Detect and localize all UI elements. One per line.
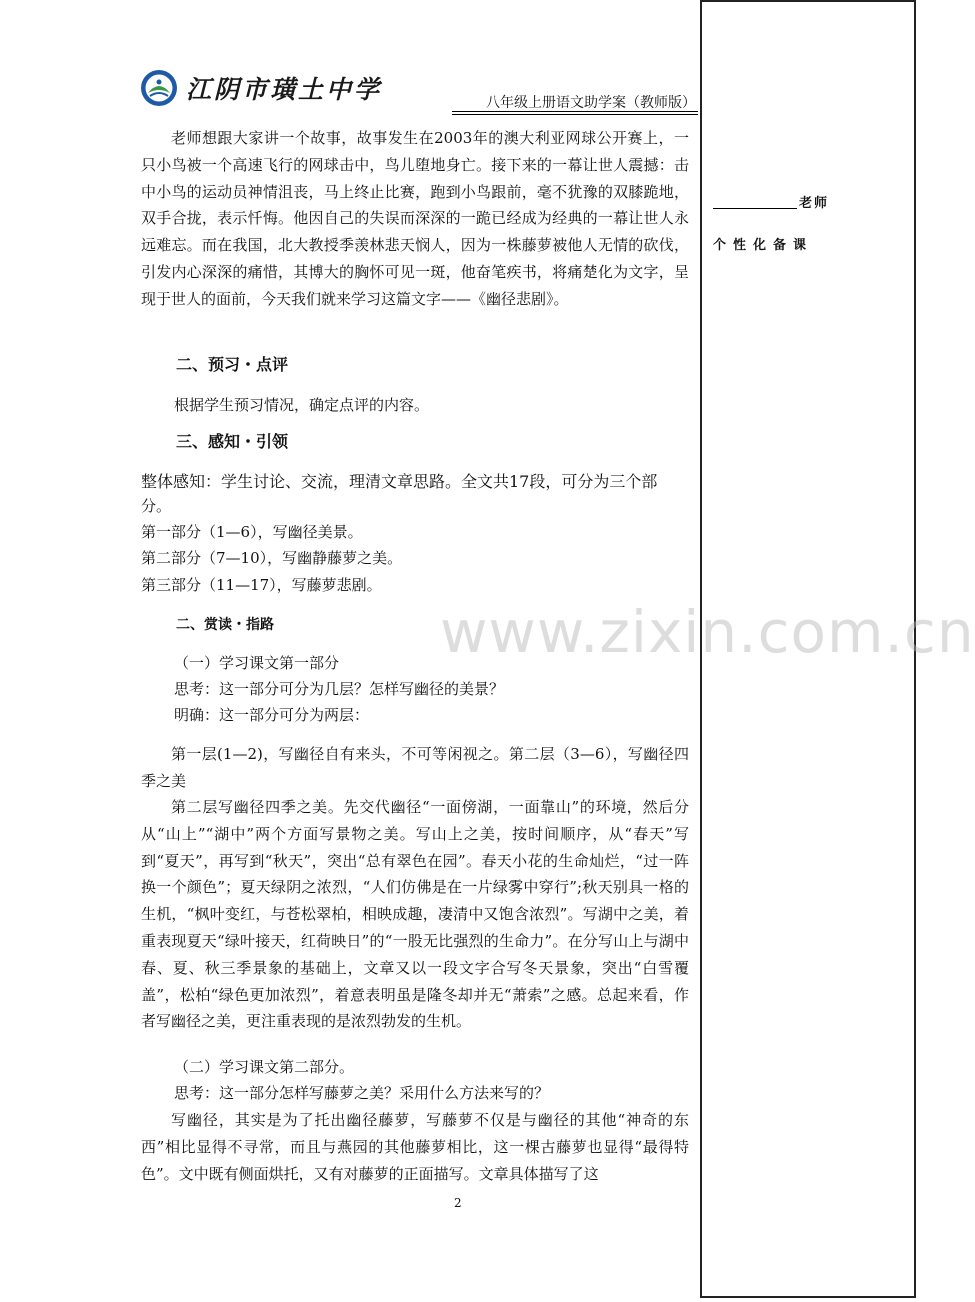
section-heading-appreciation: 二、赏读・指路 bbox=[176, 617, 274, 633]
overview-text-continued: 分。 bbox=[141, 497, 172, 515]
layers-paragraph: 第一层(1—2)，写幽径自有来头，不可等闲视之。第二层（3—6），写幽径四季之美 bbox=[141, 745, 689, 790]
personalized-prep-label: 个性化备课 bbox=[713, 238, 814, 253]
question-two: 思考：这一部分怎样写藤萝之美？采用什么方法来写的？ bbox=[174, 1084, 550, 1102]
intro-paragraph: 老师想跟大家讲一个故事，故事发生在2003年的澳大利亚网球公开赛上，一只小鸟被一个高速飞行的网球击中，鸟儿堕地身亡。接下来的一幕让世人震撼：击中小鸟的运动员神情沮丧，马上终止比赛，跑到小鸟跟前，毫不犹豫的双膝跪地，双手合拢，表示忏悔。他因自己的失误而深深的一跪已经成为经典的一幕让世人永远难忘。而在我国，北大教授季羡林悲天悯人，因为一株藤萝被他人无情的砍伐，引发内心深深的痛惜，其博大的胸怀可见一斑，他奋笔疾书，将痛楚化为文字，呈现于世人的面前，今天我们就来学习这篇文字——《幽径悲剧》。 bbox=[141, 129, 689, 308]
overview-text: 整体感知：学生讨论、交流，理清文章思路。全文共17段，可分为三个部 bbox=[141, 472, 658, 491]
preview-text: 根据学生预习情况，确定点评的内容。 bbox=[174, 396, 430, 414]
teacher-label: 老师 bbox=[799, 196, 830, 211]
section-heading-preview: 二、预习・点评 bbox=[176, 355, 289, 374]
part-one: 第一部分（1—6），写幽径美景。 bbox=[141, 523, 363, 541]
school-name: 江阴市璜土中学 bbox=[186, 75, 383, 104]
subsection-two: （二）学习课文第二部分。 bbox=[174, 1058, 355, 1076]
document-title: 八年级上册语文助学案（教师版） bbox=[486, 95, 696, 111]
school-logo-icon bbox=[140, 69, 178, 107]
part-two: 第二部分（7—10），写幽静藤萝之美。 bbox=[141, 549, 403, 567]
answer-one: 明确：这一部分可分为两层： bbox=[174, 706, 370, 724]
subsection-one: （一）学习课文第一部分 bbox=[174, 654, 340, 672]
header-divider bbox=[452, 111, 698, 112]
page-number: 2 bbox=[454, 1196, 462, 1210]
header-divider-second bbox=[452, 114, 698, 115]
watermark: www.zixin.com.cn bbox=[440, 598, 975, 666]
teacher-name-blank bbox=[713, 208, 797, 209]
analysis-paragraph: 第二层写幽径四季之美。先交代幽径“一面傍湖，一面靠山”的环境，然后分从“山上”“湖中”两个方面写景物之美。写山上之美，按时间顺序，从“春天”写到“夏天”，再写到“秋天”，突出“总有翠色在园”。春天小花的生命灿烂，“过一阵换一个颜色”；夏天绿阴之浓烈，“人们仿佛是在一片绿雾中穿行”;秋天别具一格的生机，“枫叶变红，与苍松翠柏，相映成趣，凄清中又饱含浓烈”。写湖中之美，着重表现夏天“绿叶接天，红荷映日”的“一股无比强烈的生命力”。在分写山上与湖中春、夏、秋三季景象的基础上，文章又以一段文字合写冬天景象，突出“白雪覆盖”，松柏“绿色更加浓烈”，着意表明虽是隆冬却并无“萧索”之感。总起来看，作者写幽径之美，更注重表现的是浓烈勃发的生机。 bbox=[141, 798, 689, 1031]
part-three: 第三部分（11—17），写藤萝悲剧。 bbox=[141, 576, 382, 594]
answer-two-paragraph: 写幽径，其实是为了托出幽径藤萝，写藤萝不仅是与幽径的其他“神奇的东西”相比显得不寻常，而且与燕园的其他藤萝相比，这一棵古藤萝也显得“最得特色”。文中既有侧面烘托，又有对藤萝的正面描写。文章具体描写了这 bbox=[141, 1111, 689, 1183]
question-one: 思考：这一部分可分为几层？怎样写幽径的美景？ bbox=[174, 680, 505, 698]
section-heading-perception: 三、感知・引领 bbox=[176, 432, 289, 451]
